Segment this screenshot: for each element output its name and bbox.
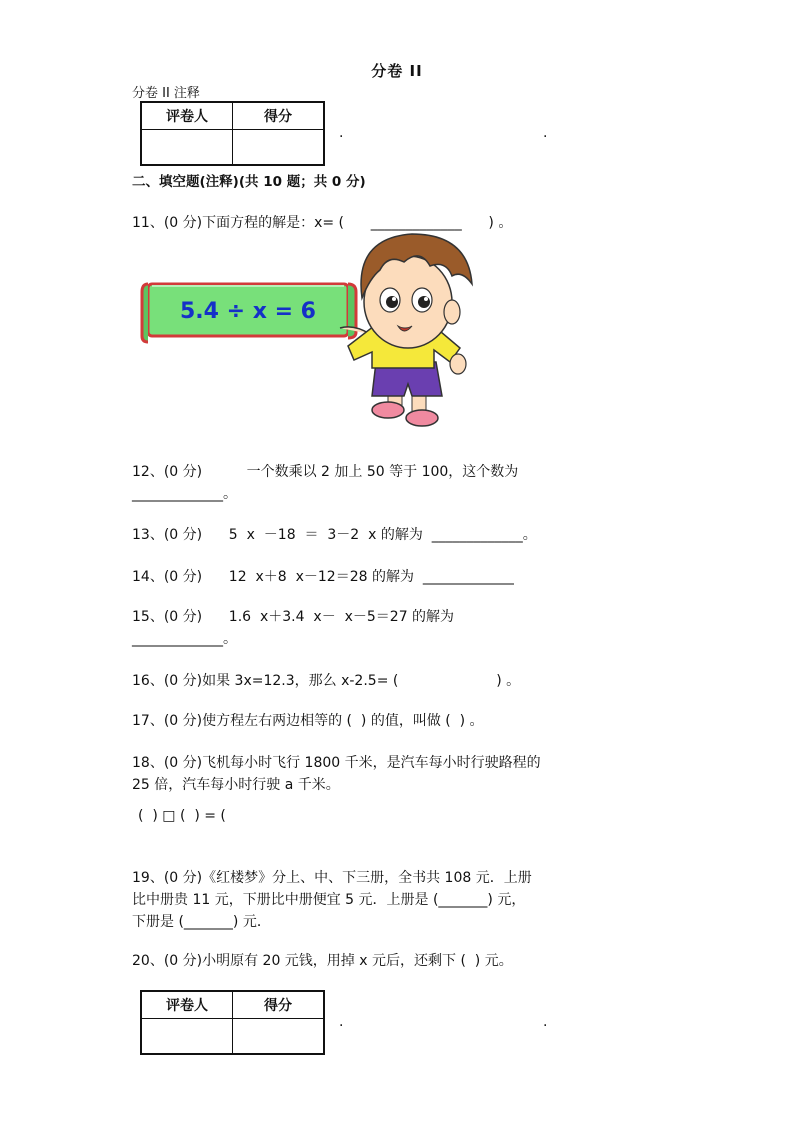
grader-cell[interactable] — [142, 1019, 233, 1054]
dot-marker: . — [543, 1014, 548, 1030]
dot-marker: . — [339, 1014, 344, 1030]
question-19: 19、(0 分)《红楼梦》分上、中、下三册，全书共 108 元．上册 — [132, 870, 532, 886]
question-15: 15、(0 分) 1.6 x＋3.4 x－ x－5＝27 的解为 — [132, 609, 455, 625]
score-header: 得分 — [233, 992, 324, 1019]
question-18-line2: 25 倍，汽车每小时行驶 a 千米。 — [132, 777, 340, 793]
score-table-bottom — [141, 991, 324, 1054]
grader-header: 评卷人 — [142, 992, 233, 1019]
question-18: 18、(0 分)飞机每小时飞行 1800 千米，是汽车每小时行驶路程的 — [132, 755, 541, 771]
question-19-line2: 比中册贵 11 元，下册比中册便宜 5 元．上册是 (_______) 元， — [132, 892, 526, 908]
score-header: 得分 — [233, 103, 324, 130]
question-15-blank: _____________。 — [132, 631, 237, 647]
question-11: 11、(0 分)下面方程的解是：x= ( _____________ ) 。 — [132, 215, 513, 231]
score-cell[interactable] — [233, 130, 324, 165]
question-18-formula: ( ) □ ( ) = ( — [138, 808, 226, 824]
dot-marker: . — [543, 125, 548, 141]
section-heading: 二、填空题(注释)(共 10 题；共 0 分) — [132, 174, 366, 190]
question-12: 12、(0 分) 一个数乘以 2 加上 50 等于 100，这个数为 — [132, 464, 519, 480]
dot-marker: . — [339, 125, 344, 141]
boy-illustration — [140, 228, 480, 438]
question-16: 16、(0 分)如果 3x=12.3，那么 x-2.5= ( ) 。 — [132, 673, 521, 689]
question-17: 17、(0 分)使方程左右两边相等的 ( ) 的值，叫做 ( ) 。 — [132, 713, 484, 729]
equation-text: 5.4 ÷ x = 6 — [180, 299, 316, 324]
section-note: 分卷 II 注释 — [132, 86, 200, 101]
grader-cell[interactable] — [142, 130, 233, 165]
question-20: 20、(0 分)小明原有 20 元钱，用掉 x 元后，还剩下 ( ) 元。 — [132, 953, 513, 969]
page-title: 分卷 II — [371, 62, 423, 80]
score-cell[interactable] — [233, 1019, 324, 1054]
question-14: 14、(0 分) 12 x＋8 x－12＝28 的解为 _____________ — [132, 569, 514, 585]
score-table-top — [141, 102, 324, 165]
question-13: 13、(0 分) 5 x －18 ＝ 3－2 x 的解为 _____________。 — [132, 527, 537, 543]
question-12-blank: _____________。 — [132, 486, 237, 502]
question-19-line3: 下册是 (_______) 元． — [132, 914, 271, 930]
grader-header: 评卷人 — [142, 103, 233, 130]
